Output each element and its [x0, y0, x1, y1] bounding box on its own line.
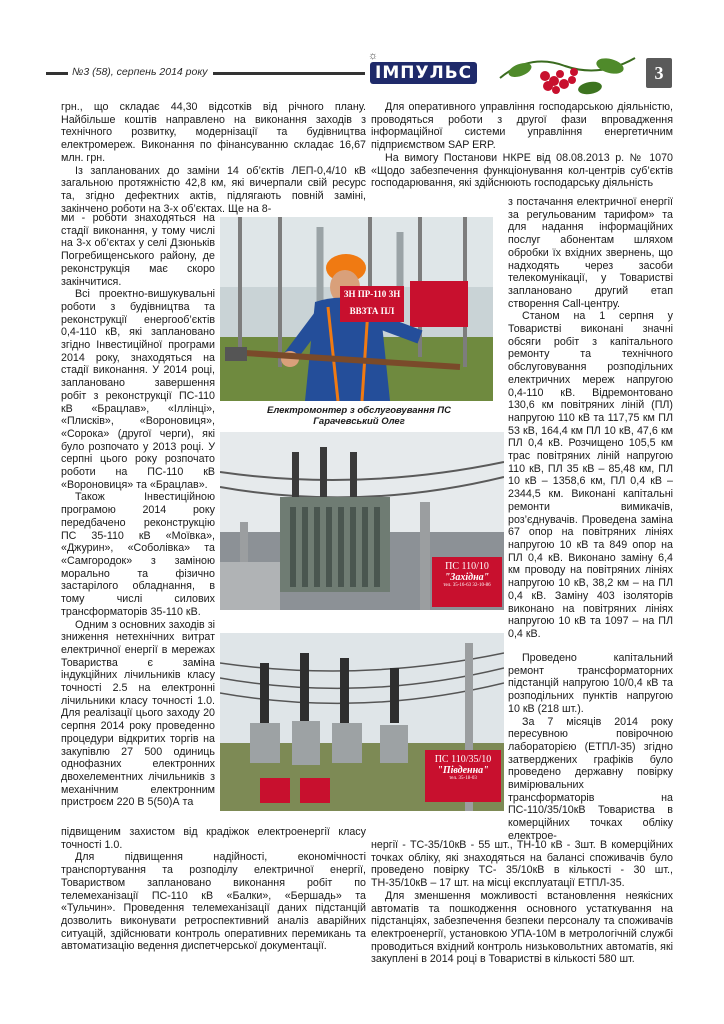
paragraph: Всі проектно-вишукувальні роботи з будівництва та реконструкції енергооб’єктів 0,4-110 кВ, які заплановано згідно Інвестиційної програми 2014 року, знаходяться на стадії виконання. У 2014 році, заплановано завершення робіт з реконструкції ПС-110 кВ «Брацлав», «Іллінці», «Плисків», «Вороновиця», «Сорока» (другої черги), які було розпочато у 2013 році. У серпні цього року розпочато роботи на ПС-110 кВ «Вороновиця» та «Брацлав».	[61, 288, 215, 491]
photo-substation-west	[220, 432, 504, 610]
photo-caption: Електромонтер з обслуговування ПС Гарачевський Олег	[266, 405, 451, 427]
right-text-bottom	[371, 839, 673, 966]
sign-west-name: "Західна"	[444, 572, 490, 583]
paragraph: грн., що складає 44,30 відсотків від річного плану. Найбільше коштів направлено на виконання заходів з технічного розвитку, модернізації та будівництва електромереж. Виконання по фінансуванню складає 16,67 млн. грн.	[61, 101, 366, 164]
left-text-narrow	[61, 212, 215, 809]
photo-electrician	[220, 217, 493, 401]
paragraph: Для оперативного управління господарською діяльністю, проводяться роботи з другої фази впровадження інформаційної системи управління енергетичним підприємством SAP ERP.	[371, 101, 673, 152]
paragraph: Також Інвестиційною програмою 2014 року передбачено реконструкцію ПС 35-110 кВ «Моївка», «Джурин», «Соболівка» та «Самгородок» з заміною морально та фізично застарілого обладнання, в тому числі силових трансформаторів 35-110 кВ.	[61, 491, 215, 618]
viburnum-berry-icon	[490, 48, 640, 98]
left-text-top	[61, 101, 366, 215]
right-text-narrow-1	[508, 196, 673, 641]
sign-west-phone: тел. 35-16-63 32-10-86	[443, 583, 491, 588]
sign-disconnector	[340, 286, 404, 322]
paragraph: За 7 місяців 2014 року пересувною повірочною лабораторією (ЕТПЛ-35) згідно затверджених графіків було проведено державну повірку вимірювальних трансформаторів на ПС-110/35/10кВ Товариства в комерційних точках обліку електрое-	[508, 715, 673, 842]
paragraph: ми - роботи знаходяться на стадії виконання, у тому числі на 3-х об’єктах у селі Дзюньків Погребищенського району, де реконструкція має скоро закінчитися.	[61, 212, 215, 288]
sun-icon: ☼	[368, 50, 379, 62]
header-rule-right	[213, 72, 365, 75]
paragraph: Із запланованих до заміни 14 об’єктів ЛЕП-0,4/10 кВ загальною протяжністю 42,8 км, які вичерпали свій ресурс та, згідно дефектних актів, підлягають повній заміні, закінчено роботи на 3-х об’єктах. Ще на 8-	[61, 164, 366, 215]
sign-disconnector-bottom: ВВЗТА ПЛ	[349, 306, 395, 316]
paragraph: Для зменшення можливості встановлення неякісних автоматів та пошкодження основного устаткування на підстанціях, забезпечення безпеки персоналу та споживачів електроенергії, установкою УПА-10М в метрологічній службі проводиться вхідний контроль низьковольтних автоматів, які закуплені в 2014 році в Товаристві в кількості 580 шт.	[371, 889, 673, 966]
sign-disconnector-top: ЗН ПР-110 ЗН	[343, 289, 401, 299]
paragraph: з постачання електричної енергії за регульованим тарифом» та для надання інформаційних послуг абонентам шляхом обробки їх вхідних звернень, що надходять через засоби телекомунікації, у Товаристві заплановано другий етап створення Call-центру.	[508, 196, 673, 310]
header-rule-left	[46, 72, 68, 75]
paragraph: Для підвищення надійності, економічності транспортування та розподілу електричної енергії, Товариством заплановано виконання робіт по телемеханізації ПС-110 кВ «Балки», «Бершадь» та «Тульчин». Проведення телемеханізації даних підстанцій дозволить виконувати ретроспективний аналіз аварійних ситуацій, здійснювати контроль оперативних перемикань та автоматизацію ведення диспетчерської документації.	[61, 851, 366, 953]
right-text-narrow-2	[508, 652, 673, 843]
paragraph: підвищеним захистом від крадіжок електроенергії класу точності 1.0.	[61, 826, 366, 851]
paragraph: нергії - ТС-35/10кВ - 55 шт., ТН-10 кВ - 3шт. В комерційних точках обліку, які знаходяться на балансі споживачів було проведено повірку ТС- 35/10кВ в кількості - 30 шт., ТН-35/10кВ – 17 шт. на місці експлуатації ЕТПЛ-35.	[371, 839, 673, 890]
photo-substation-south	[220, 633, 504, 811]
sign-south-title: ПС 110/35/10	[434, 754, 492, 765]
paragraph: Станом на 1 серпня у Товаристві виконані значні обсяги робіт з капітального ремонту та технічного обслуговування розподільних електричних мереж напругою 0,4-110 кВ. Відремонтовано 130,6 км повітряних ліній (ПЛ) напругою 110 кВ та 117,75 км ПЛ 53 кВ, 164,4 км ПЛ 10 кВ, 47,6 км ПЛ 0,4 кВ. Розчищено 105,5 км трас повітряних ліній напругою 110 кВ, ПЛ 35 кВ – 85,48 км, ПЛ 10 кВ – 1358,6 км, ПЛ 0,4 кВ – 2344,5 км. Виконані капітальні ремонти вимикачів, роз’єднувачів. Проведена заміна 67 опор на повітряних лініях напругою 10 кВ та 849 опор на ПЛ 0,4 кВ. Виконано заміну 6,4 км проводу на повітряних лініях напругою 10 кВ, 38,2 км – на ПЛ 0,4 кВ. Заміну 403 ізоляторів виконано на повітряних лініях напругою 10 кВ та 1097 – на ПЛ 0,4 кВ.	[508, 310, 673, 640]
paragraph: Одним з основних заходів зі зниження нетехнічних витрат електричної енергії в мережах Товариства є заміна індукційних лічильників класу точності 2.5 на електронні лічильники класу точності 1.0. Для реалізації цього заходу 20 серпня 2014 року проведенно процедури відкритих торгів на закупівлю 27 500 одиниць однофазних електронних двохелементних лічильників з механічним електронним пристроєм 220 В 5(50)А та	[61, 618, 215, 809]
sign-south-phone: тел. 35-18-03	[449, 776, 477, 781]
paragraph: Проведено капітальний ремонт трансформаторних підстанцій напругою 10/0,4 кВ та розподільних пунктів напругою 10 кВ (218 шт.).	[508, 652, 673, 715]
sign-substation-south	[425, 750, 501, 802]
issue-label: №3 (58), серпень 2014 року	[72, 66, 208, 78]
paragraph: На вимогу Постанови НКРЕ від 08.08.2013 р. № 1070 «Щодо забезпечення функціонування кол-центрів суб’єктів господарювання, які здійснюють господарську діяльність	[371, 151, 673, 190]
page-number: 3	[646, 58, 672, 88]
sign-west-title: ПС 110/10	[445, 561, 489, 572]
sign-substation-west	[432, 557, 502, 607]
left-text-bottom	[61, 826, 366, 953]
masthead-logo	[368, 50, 486, 86]
right-text-top	[371, 101, 673, 190]
masthead-title: ІМПУЛЬС	[370, 62, 477, 84]
sign-south-name: "Південна"	[437, 765, 489, 776]
